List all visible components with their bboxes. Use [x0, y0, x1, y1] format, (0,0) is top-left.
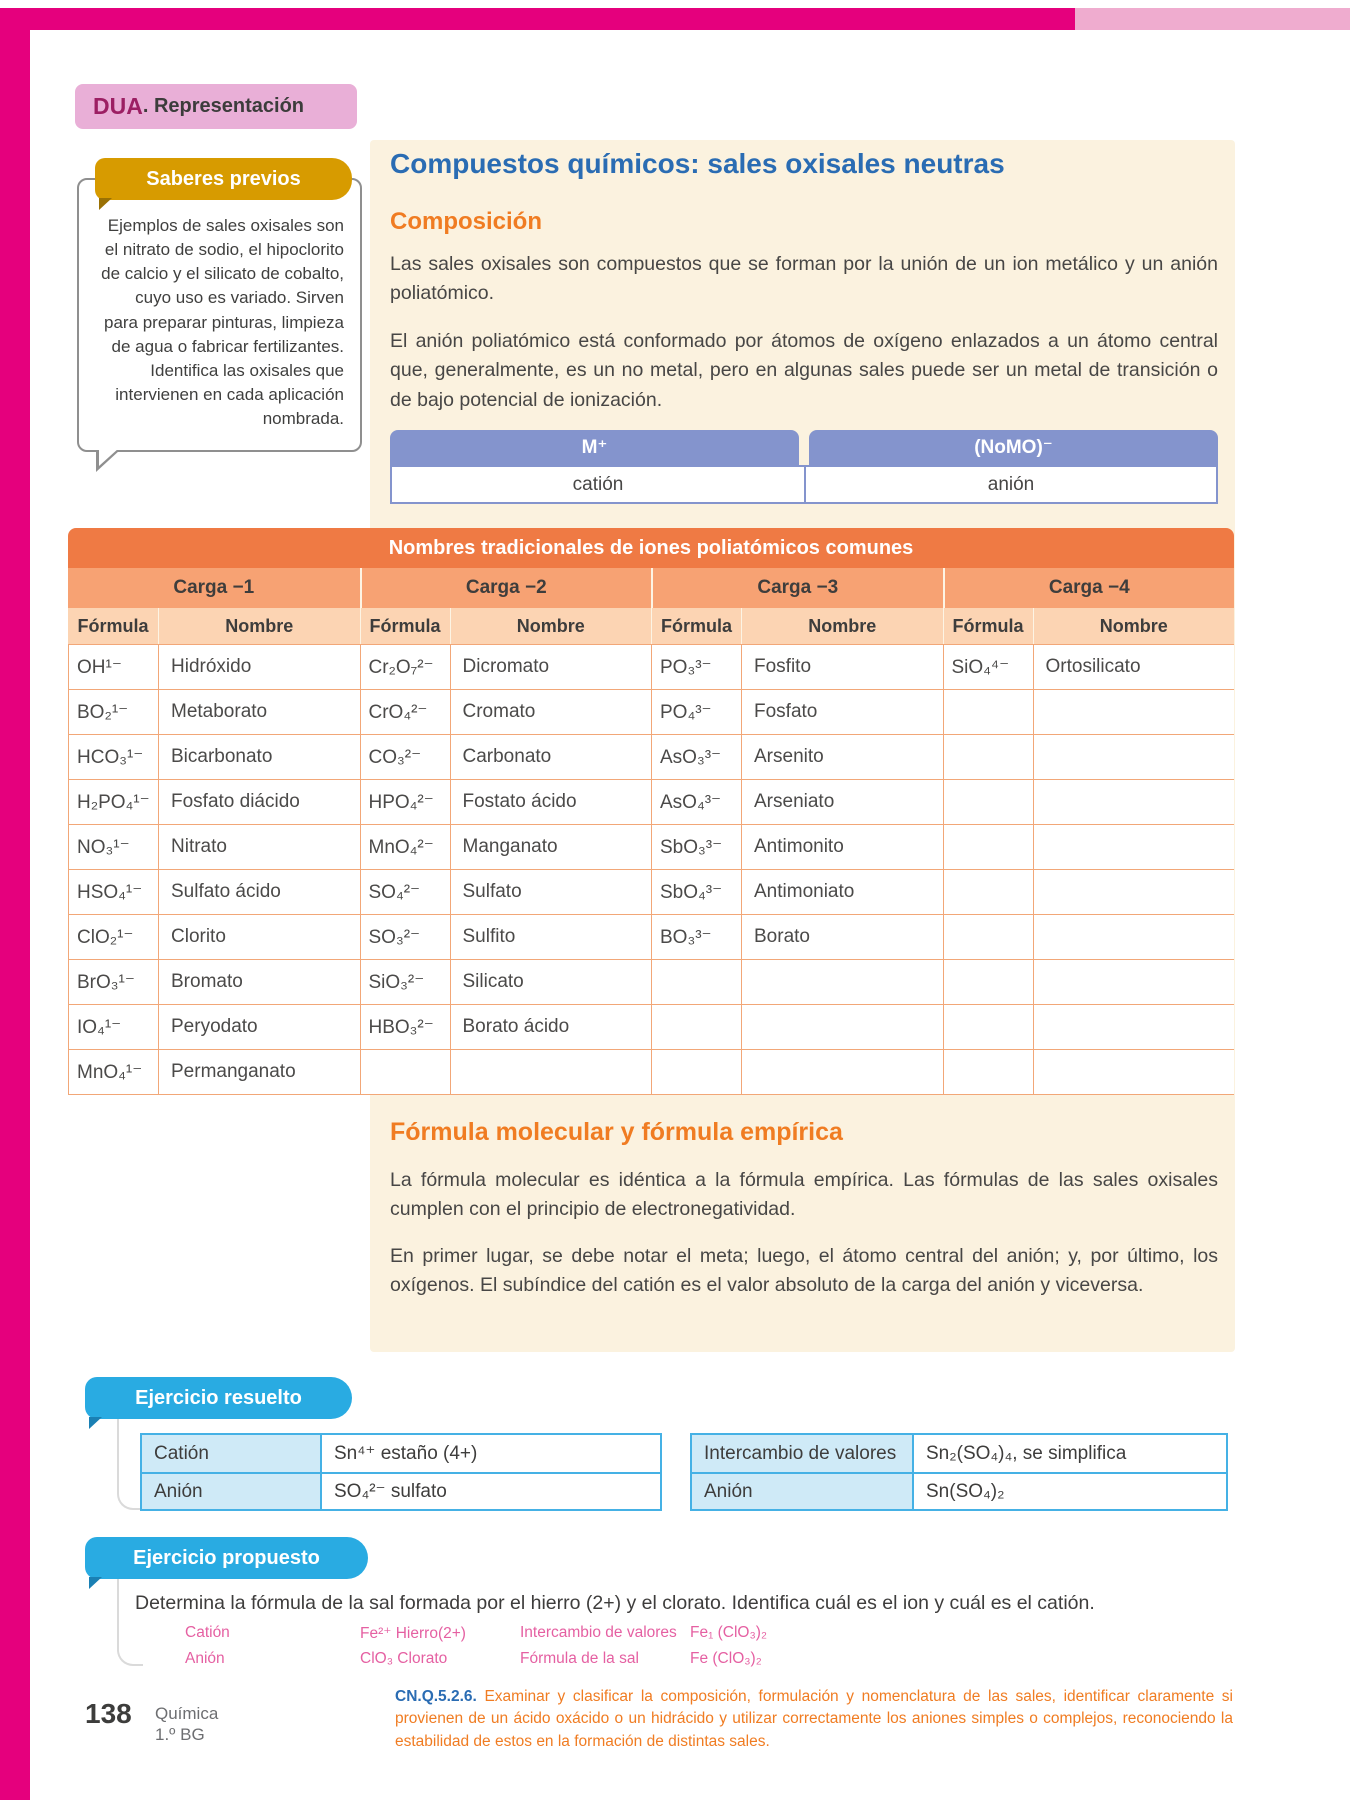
column-header: Fórmula — [68, 608, 158, 644]
formula-cell — [652, 1004, 742, 1049]
name-cell: Fosfito — [742, 644, 944, 689]
formula-cell — [944, 734, 1034, 779]
answer-cation-label: Catión — [185, 1624, 230, 1641]
name-cell — [1034, 1004, 1235, 1049]
name-cell: Antimoniato — [742, 869, 944, 914]
name-cell — [1034, 869, 1235, 914]
cation-header-cell: M⁺ — [390, 430, 799, 465]
bubble-tail-fill — [99, 448, 119, 466]
cation-anion-table — [390, 430, 1218, 504]
row-value-anion: SO₄²⁻ sulfato — [322, 1472, 660, 1509]
ejercicio-resuelto-tab — [85, 1377, 352, 1419]
name-cell: Dicromato — [451, 644, 653, 689]
charge-header-row — [68, 568, 1234, 608]
name-cell: Sulfato ácido — [159, 869, 361, 914]
ejercicio-resuelto-label: Ejercicio resuelto — [135, 1386, 302, 1409]
cation-cell: catión — [572, 473, 624, 495]
name-cell: Arsenito — [742, 734, 944, 779]
answer-cation-value: Fe²⁺ Hierro(2+) — [360, 1624, 466, 1642]
charge-header: Carga −1 — [68, 568, 360, 608]
name-cell — [1034, 914, 1235, 959]
left-accent-bar — [0, 8, 30, 1800]
cation-anion-body-row — [390, 465, 1218, 504]
polyatomic-table-body — [68, 644, 1234, 1095]
formula-cell — [944, 959, 1034, 1004]
name-cell: Manganato — [451, 824, 653, 869]
row-value-intercambio: Sn₂(SO₄)₄, se simplifica — [914, 1435, 1226, 1472]
cation-anion-header-row — [390, 430, 1218, 465]
section-heading-composicion: Composición — [390, 208, 543, 235]
paragraph-formula-1: La fórmula molecular es idéntica a la fórmula empírica. Las fórmulas de las sales oxisales cumplen con el principio de electronegatividad. — [390, 1169, 1218, 1221]
table-row — [69, 1004, 1233, 1049]
name-cell: Borato — [742, 914, 944, 959]
name-cell: Bicarbonato — [159, 734, 361, 779]
formula-cell — [944, 869, 1034, 914]
name-cell — [742, 1004, 944, 1049]
row-value-cation: Sn⁴⁺ estaño (4+) — [322, 1435, 660, 1472]
charge-header: Carga −2 — [360, 568, 652, 608]
row-label-cation: Catión — [142, 1435, 322, 1472]
name-cell — [742, 1049, 944, 1094]
column-header: Nombre — [158, 608, 360, 644]
table-row — [69, 689, 1233, 734]
formula-cell: PO₃³⁻ — [652, 644, 742, 689]
name-cell — [451, 1049, 653, 1094]
formula-cell: MnO₄²⁻ — [361, 824, 451, 869]
column-header: Fórmula — [943, 608, 1033, 644]
name-cell: Antimonito — [742, 824, 944, 869]
formula-cell: SiO₄⁴⁻ — [944, 644, 1034, 689]
name-cell: Carbonato — [451, 734, 653, 779]
formula-cell: OH¹⁻ — [69, 644, 159, 689]
table-row — [69, 1049, 1233, 1094]
name-cell — [1034, 734, 1235, 779]
polyatomic-ions-table — [68, 528, 1234, 1095]
page-number: 138 — [85, 1698, 132, 1729]
name-cell: Hidróxido — [159, 644, 361, 689]
formula-cell: NO₃¹⁻ — [69, 824, 159, 869]
answer-formula-value: Fe (ClO₃)₂ — [690, 1650, 762, 1667]
name-cell: Clorito — [159, 914, 361, 959]
standard-code: CN.Q.5.2.6. — [395, 1688, 477, 1705]
formula-cell: BrO₃¹⁻ — [69, 959, 159, 1004]
row-label-intercambio: Intercambio de valores — [692, 1435, 914, 1472]
answer-formula-label: Fórmula de la sal — [520, 1650, 639, 1667]
name-cell — [742, 959, 944, 1004]
ejercicio-propuesto-tab — [85, 1537, 368, 1579]
formula-cell: H₂PO₄¹⁻ — [69, 779, 159, 824]
column-header-row — [68, 608, 1234, 644]
formula-cell — [361, 1049, 451, 1094]
name-cell — [1034, 1049, 1235, 1094]
table-row — [69, 779, 1233, 824]
course-name — [155, 1703, 218, 1746]
name-cell: Arseniato — [742, 779, 944, 824]
formula-cell: BO₂¹⁻ — [69, 689, 159, 734]
name-cell: Silicato — [451, 959, 653, 1004]
charge-header: Carga −3 — [651, 568, 943, 608]
formula-cell — [652, 959, 742, 1004]
saberes-previos-text: Ejemplos de sales oxisales son el nitrato de sodio, el hipoclorito de calcio y el silicato de cobalto, cuyo uso es variado. Sirven para preparar pinturas, limpieza de agua o fabricar fertilizantes. Identifica las oxisales que intervienen en cada aplicación nombrada. — [101, 216, 344, 428]
formula-cell: ClO₂¹⁻ — [69, 914, 159, 959]
formula-cell: SbO₄³⁻ — [652, 869, 742, 914]
saberes-previos-bubble — [77, 178, 362, 452]
dua-tag-rest: . Representación — [142, 95, 305, 117]
curriculum-standard — [395, 1686, 1233, 1753]
paragraph-composicion-2: El anión poliatómico está conformado por átomos de oxígeno enlazados a un átomo central que, generalmente, es un no metal, pero en algunas sales puede ser un metal de transición o de bajo potencial de ionización. — [390, 330, 1218, 411]
solved-exercise-table-left — [140, 1433, 662, 1511]
formula-cell: Cr₂O₇²⁻ — [361, 644, 451, 689]
formula-cell: HBO₃²⁻ — [361, 1004, 451, 1049]
table-row — [69, 734, 1233, 779]
saberes-previos-tab — [95, 158, 352, 200]
column-header: Fórmula — [360, 608, 450, 644]
formula-cell: AsO₄³⁻ — [652, 779, 742, 824]
table-row — [69, 869, 1233, 914]
formula-cell: BO₃³⁻ — [652, 914, 742, 959]
row-label-anion-2: Anión — [692, 1472, 914, 1509]
table-row — [69, 914, 1233, 959]
table-row — [69, 959, 1233, 1004]
charge-header: Carga −4 — [943, 568, 1235, 608]
formula-cell: SbO₃³⁻ — [652, 824, 742, 869]
formula-cell: HCO₃¹⁻ — [69, 734, 159, 779]
formula-cell: HPO₄²⁻ — [361, 779, 451, 824]
formula-cell: HSO₄¹⁻ — [69, 869, 159, 914]
name-cell: Fostato ácido — [451, 779, 653, 824]
answer-intercambio-label: Intercambio de valores — [520, 1624, 677, 1641]
paragraph-composicion-1: Las sales oxisales son compuestos que se forman por la unión de un ion metálico y un anión poliatómico. — [390, 253, 1218, 305]
page-title: Compuestos químicos: sales oxisales neutras — [390, 148, 1005, 179]
name-cell: Ortosilicato — [1034, 644, 1235, 689]
dua-tag — [75, 84, 357, 129]
course-title: Química — [155, 1704, 219, 1723]
name-cell: Metaborato — [159, 689, 361, 734]
paragraph-formula-2: En primer lugar, se debe notar el meta; luego, el átomo central del anión; y, por último, los oxígenos. El subíndice del catión es el valor absoluto de la carga del anión y viceversa. — [390, 1245, 1218, 1297]
table-row — [69, 824, 1233, 869]
name-cell: Sulfato — [451, 869, 653, 914]
name-cell — [1034, 824, 1235, 869]
saberes-previos-label: Saberes previos — [146, 167, 301, 190]
row-value-anion-2: Sn(SO₄)₂ — [914, 1472, 1226, 1509]
name-cell — [1034, 959, 1235, 1004]
name-cell: Cromato — [451, 689, 653, 734]
formula-cell: PO₄³⁻ — [652, 689, 742, 734]
name-cell: Sulfito — [451, 914, 653, 959]
name-cell — [1034, 689, 1235, 734]
name-cell: Peryodato — [159, 1004, 361, 1049]
formula-cell: IO₄¹⁻ — [69, 1004, 159, 1049]
formula-cell: CO₃²⁻ — [361, 734, 451, 779]
answer-anion-value: ClO₃ Clorato — [360, 1650, 448, 1667]
name-cell: Borato ácido — [451, 1004, 653, 1049]
column-header: Nombre — [1033, 608, 1235, 644]
name-cell: Permanganato — [159, 1049, 361, 1094]
answer-intercambio-value: Fe₁ (ClO₃)₂ — [690, 1624, 767, 1641]
ejercicio-propuesto-label: Ejercicio propuesto — [133, 1546, 320, 1569]
formula-cell — [944, 779, 1034, 824]
name-cell: Fosfato diácido — [159, 779, 361, 824]
column-header: Fórmula — [651, 608, 741, 644]
exercise-prompt: Determina la fórmula de la sal formada por el hierro (2+) y el clorato. Identifica cuál es el ion y cuál es el catión. — [135, 1592, 1095, 1614]
name-cell: Bromato — [159, 959, 361, 1004]
formula-cell: CrO₄²⁻ — [361, 689, 451, 734]
formula-cell: AsO₃³⁻ — [652, 734, 742, 779]
formula-cell: SO₄²⁻ — [361, 869, 451, 914]
formula-cell — [944, 1004, 1034, 1049]
handwritten-answers — [185, 1622, 767, 1670]
formula-cell: SiO₃²⁻ — [361, 959, 451, 1004]
formula-cell — [652, 1049, 742, 1094]
name-cell: Nitrato — [159, 824, 361, 869]
formula-cell — [944, 914, 1034, 959]
row-label-anion: Anión — [142, 1472, 322, 1509]
formula-cell — [944, 1049, 1034, 1094]
solved-exercise-table-right — [690, 1433, 1228, 1511]
course-grade: 1.º BG — [155, 1725, 205, 1745]
table-title: Nombres tradicionales de iones poliatómicos comunes — [68, 528, 1234, 568]
anion-cell: anión — [804, 467, 1216, 502]
dua-tag-bold: DUA — [93, 93, 143, 119]
name-cell — [1034, 779, 1235, 824]
top-accent-bar-light — [1075, 8, 1350, 30]
column-header: Nombre — [741, 608, 943, 644]
formula-cell — [944, 824, 1034, 869]
table-row — [69, 644, 1233, 689]
answer-anion-label: Anión — [185, 1650, 225, 1667]
formula-cell — [944, 689, 1034, 734]
section-heading-formula: Fórmula molecular y fórmula empírica — [390, 1118, 843, 1146]
formula-cell: MnO₄¹⁻ — [69, 1049, 159, 1094]
standard-text: Examinar y clasificar la composición, formulación y nomenclatura de las sales, identificar claramente si provienen de un ácido oxácido o un hidrácido y utilizar correctamente los aniones simples o complejos, reconociendo la estabilidad de estos en la formación de distintas sales. — [395, 1688, 1234, 1750]
anion-header-cell: (NoMO)⁻ — [809, 430, 1218, 465]
formula-cell: SO₃²⁻ — [361, 914, 451, 959]
name-cell: Fosfato — [742, 689, 944, 734]
column-header: Nombre — [450, 608, 652, 644]
